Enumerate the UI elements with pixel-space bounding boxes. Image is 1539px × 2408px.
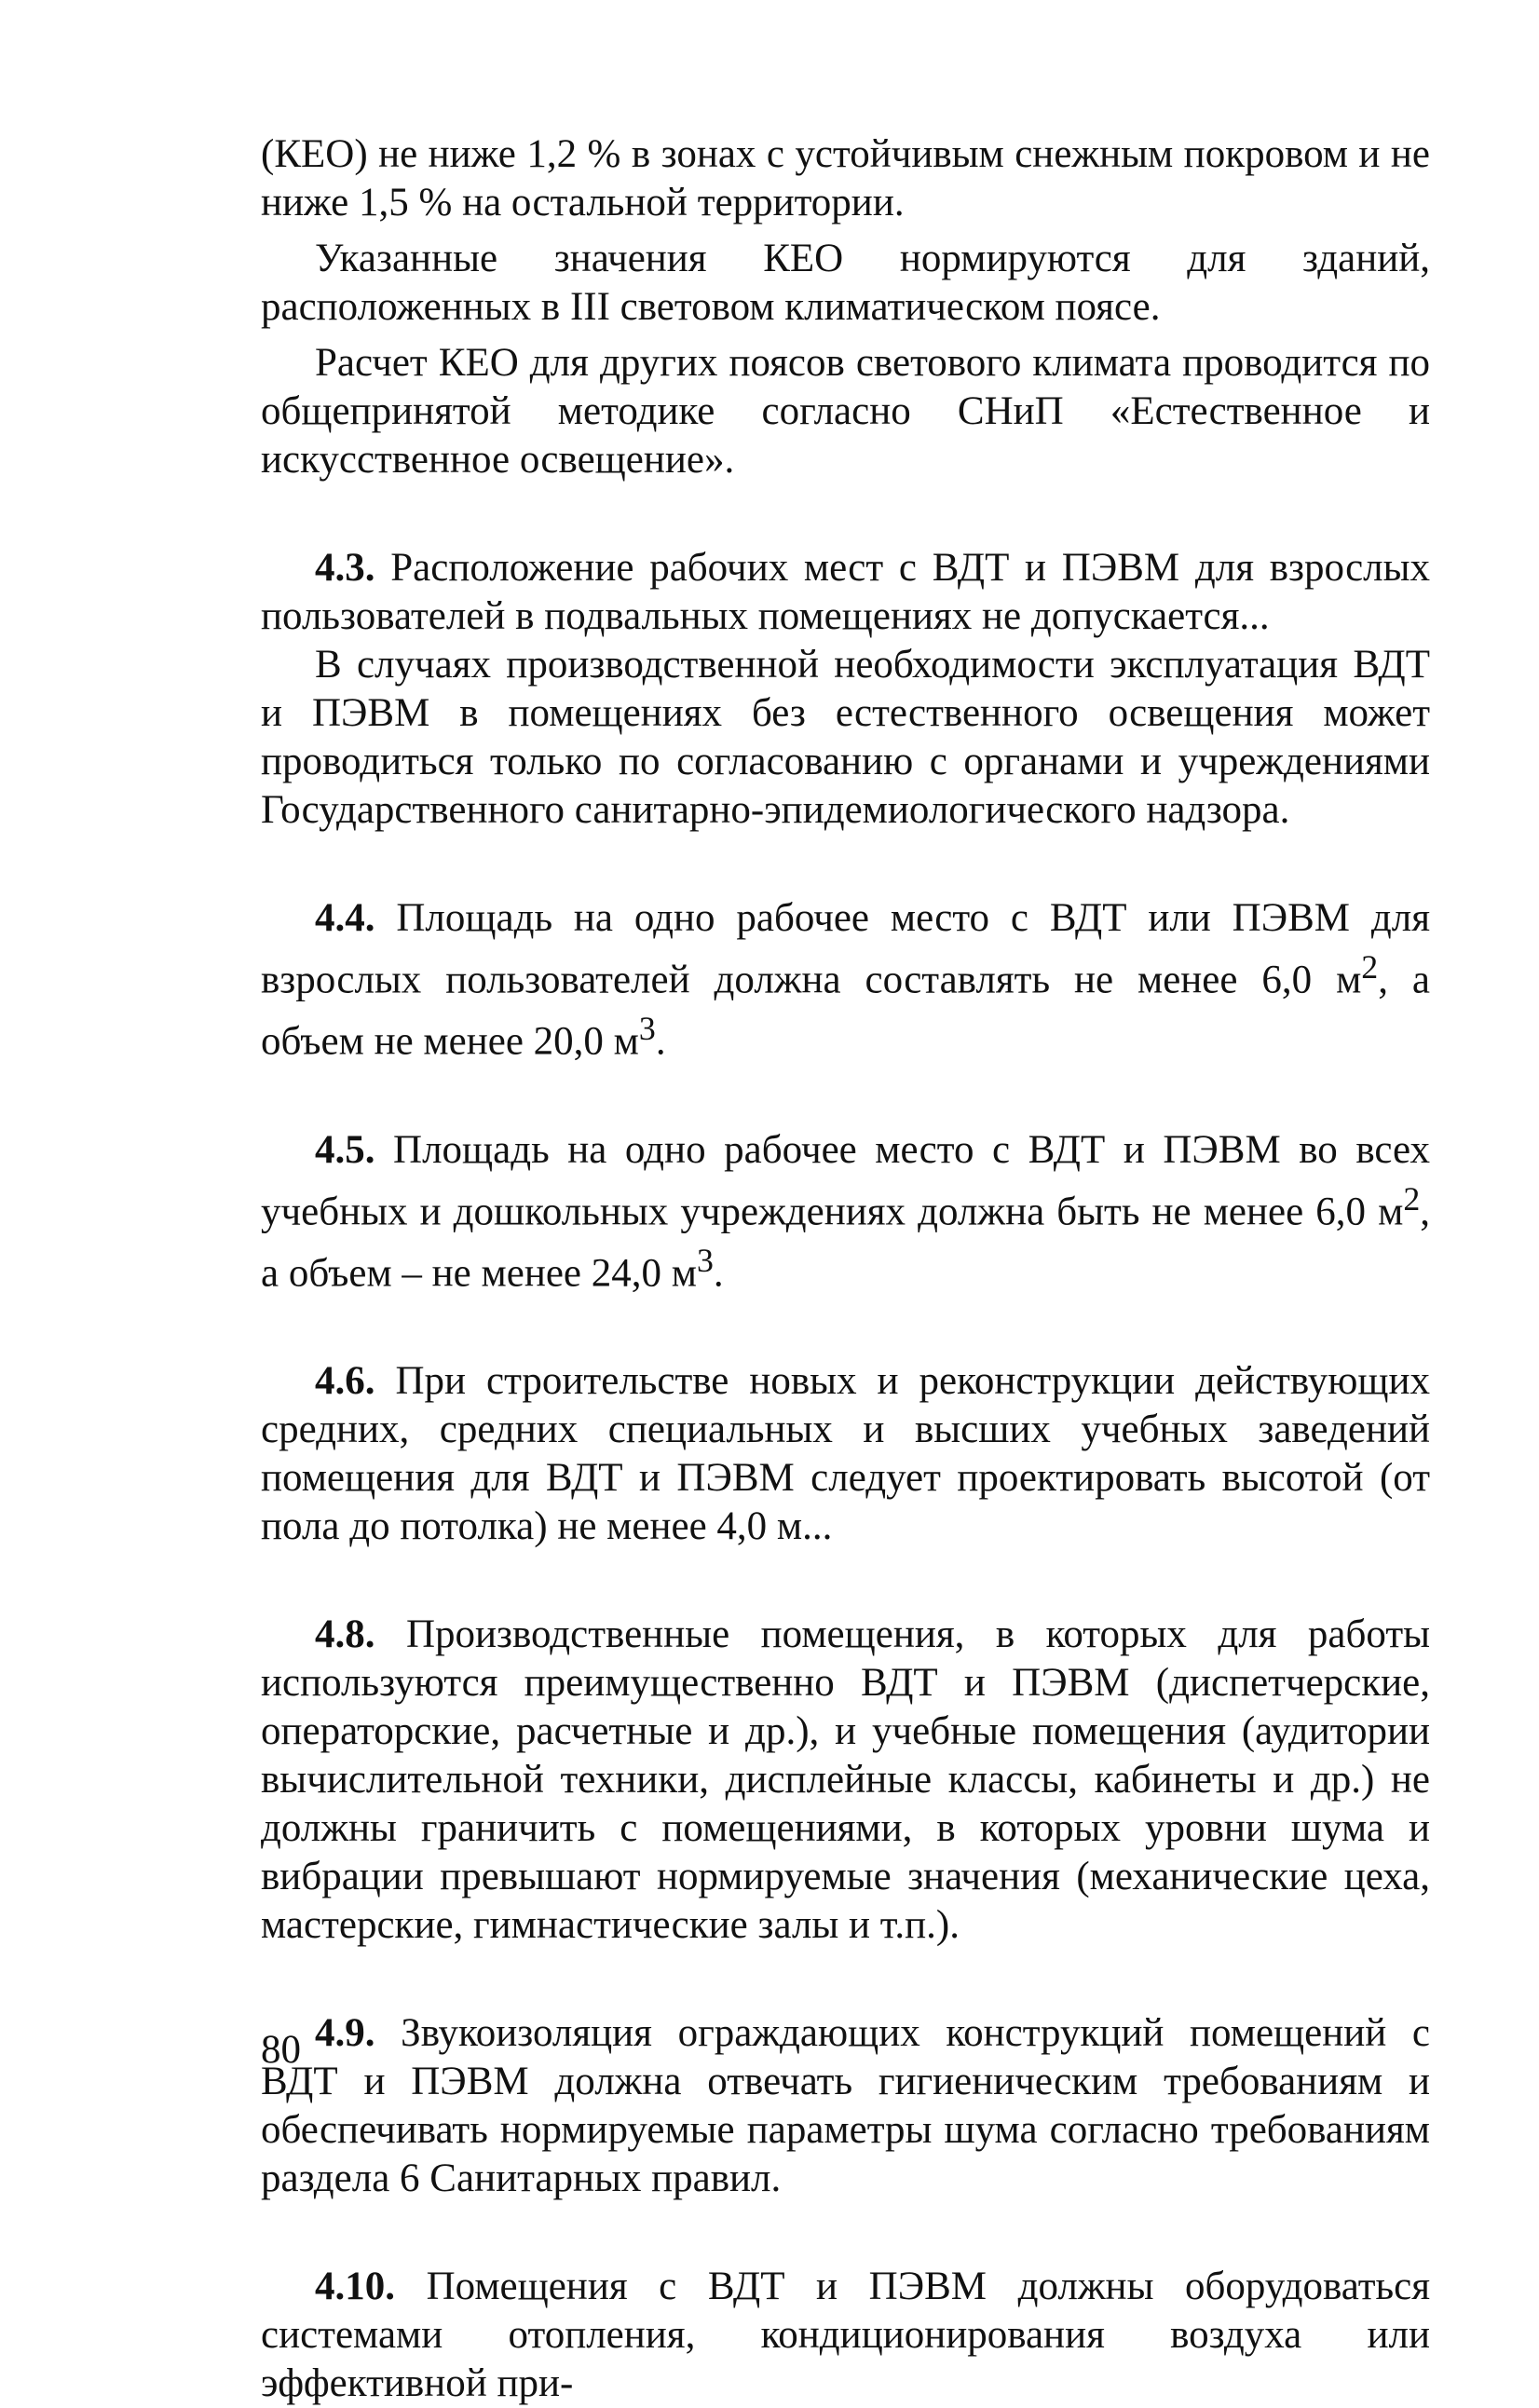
section-number: 4.6. <box>315 1359 375 1404</box>
section-number: 4.5. <box>315 1127 375 1172</box>
superscript: 3 <box>696 1241 714 1279</box>
paragraph-keo-calculation: Расчет КЕО для других поясов светового климата проводится по общепринятой методике согласно СНиП «Естественное и искусственное освещение». <box>261 341 1430 482</box>
section-4-10 <box>261 2263 1430 2408</box>
page-number: 80 <box>261 2028 301 2072</box>
section-number: 4.8. <box>315 1612 375 1657</box>
document-page <box>261 130 1430 2408</box>
section-number: 4.4. <box>315 896 375 940</box>
section-text: Помещения с ВДТ и ПЭВМ должны оборудоваться системами отопления, кондиционирования воздуха или эффективной при- <box>261 2265 1430 2406</box>
superscript: 2 <box>1361 948 1379 986</box>
section-text: Площадь на одно рабочее место с ВДТ или ПЭВМ для взрослых пользователей должна составлять не менее 6,0 м <box>261 896 1430 1002</box>
paragraph-keo-zone: Указанные значения КЕО нормируются для зданий, расположенных в III световом климатическом поясе. <box>261 237 1430 329</box>
section-4-6 <box>261 1357 1430 1551</box>
section-4-3-continuation: В случаях производственной необходимости эксплуатация ВДТ и ПЭВМ в помещениях без естественного освещения может проводиться только по согласованию с органами и учреждениями Государственного санитарно-эпидемиологического надзора. <box>261 643 1430 832</box>
section-text: Производственные помещения, в которых для работы используются преимущественно ВДТ и ПЭВМ (диспетчерские, операторские, расчетные и др.), и учебные помещения (аудитории вычислительной техники, дисплейные классы, кабинеты и др.) не должны граничить с помещениями, в которых уровни шума и вибрации превышают нормируемые значения (механические цеха, мастерские, гимнастические залы и т.п.). <box>261 1612 1431 1948</box>
section-text: . <box>713 1251 724 1296</box>
section-4-5 <box>261 1126 1430 1299</box>
section-text: Площадь на одно рабочее место с ВДТ и ПЭВМ во всех учебных и дошкольных учреждениях должна быть не менее 6,0 м <box>261 1127 1430 1233</box>
section-text: Расположение рабочих мест с ВДТ и ПЭВМ для взрослых пользователей в подвальных помещениях не допускается... <box>261 546 1430 638</box>
section-text: . <box>655 1019 666 1064</box>
section-4-9 <box>261 2009 1430 2203</box>
section-number: 4.3. <box>315 546 375 590</box>
section-text: Звукоизоляция ограждающих конструкций помещений с ВДТ и ПЭВМ должна отвечать гигиеническим требованиям и обеспечивать нормируемые параметры шума согласно требованиям раздела 6 Санитарных правил. <box>261 2011 1430 2201</box>
section-text: При строительстве новых и реконструкции действующих средних, средних специальных и высших учебных заведений помещения для ВДТ и ПЭВМ следует проектировать высотой (от пола до потолка) не менее 4,0 м... <box>261 1359 1431 1549</box>
section-4-4 <box>261 894 1430 1067</box>
section-text: , а объем не менее 20,0 м <box>261 958 1430 1064</box>
section-number: 4.10. <box>315 2265 395 2309</box>
superscript: 2 <box>1403 1179 1421 1218</box>
paragraph-keo-continuation: (КЕО) не ниже 1,2 % в зонах с устойчивым снежным покровом и не ниже 1,5 % на остальной территории. <box>261 132 1430 224</box>
superscript: 3 <box>638 1010 656 1048</box>
section-text: , а объем – не менее 24,0 м <box>261 1189 1430 1296</box>
section-number: 4.9. <box>315 2011 375 2056</box>
section-4-3 <box>261 544 1430 641</box>
section-4-8 <box>261 1611 1430 1950</box>
